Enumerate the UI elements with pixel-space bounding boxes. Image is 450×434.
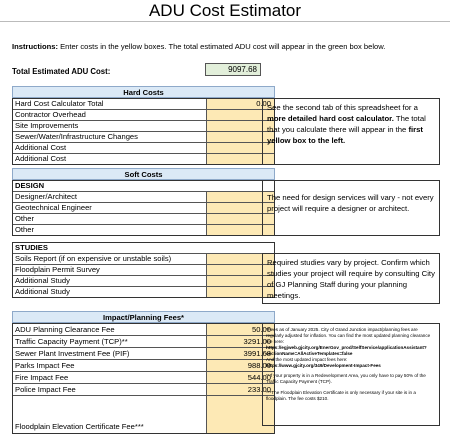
total-cost-value: 9097.68: [205, 63, 261, 76]
row-label: Additional Study: [13, 276, 207, 286]
table-row: [13, 324, 274, 336]
row-label: Floodplain Permit Survey: [13, 265, 207, 275]
table-row: [13, 396, 274, 433]
studies-note: Required studies vary by project. Confirm which studies your project will require by consulting City of GJ Planning Staff during your planning meetings.: [262, 253, 440, 304]
footnote-floodplain: ***The Floodplain Elevation Certificate is only necessary if your site is in a floodplain. The fee costs $210.: [266, 390, 416, 401]
footnote-fees-date: *Fees as of January 2025. City of Grand Junction impact/planning fees are regularly adjusted for inflation. You can find the most updated planning clearance fee here:: [266, 327, 431, 344]
planning-fee-link[interactable]: https://egjweb.gjcity.org/EnerGov_prod/SelfService/applicationAssistant?sectionName=AllActiveTemplates=false: [266, 345, 427, 356]
table-row: [13, 348, 274, 360]
studies-table: [12, 242, 275, 298]
instructions-label: Instructions:: [12, 42, 58, 51]
row-label: Contractor Overhead: [13, 110, 207, 120]
row-label: Soils Report (if on expensive or unstable soils): [13, 254, 207, 264]
table-row: [13, 265, 274, 276]
table-row: [13, 276, 274, 287]
row-label: Police Impact Fee: [13, 384, 207, 395]
cost-input[interactable]: 0.00: [207, 99, 274, 109]
studies-subheader: STUDIES: [13, 243, 274, 254]
table-row: [13, 99, 274, 110]
instructions: [12, 42, 385, 51]
table-row: [13, 254, 274, 265]
cost-input[interactable]: 50.00: [207, 324, 274, 335]
page-title: ADU Cost Estimator: [0, 0, 450, 22]
table-row: [13, 214, 274, 225]
impact-fees-link[interactable]: https://www.gjcity.org/349/Development-Impact-Fees: [266, 363, 381, 368]
table-row: [13, 121, 274, 132]
cost-input[interactable]: 3291.00: [207, 336, 274, 347]
row-label: ADU Planning Clearance Fee: [13, 324, 207, 335]
table-row: [13, 360, 274, 372]
row-label: Sewer Plant Investment Fee (PIF): [13, 348, 207, 359]
table-row: [13, 287, 274, 297]
fees-header: Impact/Planning Fees*: [12, 311, 275, 323]
table-row: [13, 203, 274, 214]
row-label: Designer/Architect: [13, 192, 207, 202]
hard-costs-header: Hard Costs: [12, 86, 275, 98]
cost-input[interactable]: 3991.68: [207, 348, 274, 359]
table-row: [13, 225, 274, 235]
cost-input[interactable]: 544.00: [207, 372, 274, 383]
hard-costs-note: See the second tab of this spreadsheet for a more detailed hard cost calculator. The total that you calculate there will appear in the first yellow box to the left.: [262, 98, 440, 165]
row-label: Floodplain Elevation Certificate Fee***: [13, 396, 207, 433]
design-note: The need for design services will vary - not every project will require a designer or architect.: [262, 180, 440, 236]
fees-footnotes: [262, 323, 440, 426]
row-label: Parks Impact Fee: [13, 360, 207, 371]
cost-input[interactable]: 988.00: [207, 360, 274, 371]
table-row: [13, 154, 274, 164]
footnote-impact-fees: And the most updated impact fees here:: [266, 357, 348, 362]
row-label: Hard Cost Calculator Total: [13, 99, 207, 109]
row-label: Other: [13, 225, 207, 235]
hard-costs-table: [12, 98, 275, 165]
cost-input[interactable]: 233.00: [207, 384, 274, 395]
table-row: [13, 372, 274, 384]
design-table: [12, 180, 275, 236]
row-label: Site Improvements: [13, 121, 207, 131]
row-label: Fire Impact Fee: [13, 372, 207, 383]
total-cost-label: Total Estimated ADU Cost:: [12, 67, 111, 76]
row-label: Sewer/Water/Infrastructure Changes: [13, 132, 207, 142]
design-subheader: DESIGN: [13, 181, 274, 192]
fees-table: [12, 323, 275, 434]
row-label: Geotechnical Engineer: [13, 203, 207, 213]
instructions-text: Enter costs in the yellow boxes. The total estimated ADU cost will appear in the green box below.: [58, 42, 386, 51]
table-row: [13, 143, 274, 154]
table-row: [13, 336, 274, 348]
row-label: Additional Cost: [13, 143, 207, 153]
table-row: [13, 110, 274, 121]
row-label: Additional Cost: [13, 154, 207, 164]
table-row: [13, 192, 274, 203]
table-row: [13, 384, 274, 396]
soft-costs-header: Soft Costs: [12, 168, 275, 180]
table-row: [13, 132, 274, 143]
footnote-tcp: **If your property is in a Redevelopment Area, you only have to pay 50% of the Traffic Capacity Payment (TCP).: [266, 373, 426, 384]
row-label: Other: [13, 214, 207, 224]
row-label: Additional Study: [13, 287, 207, 297]
row-label: Traffic Capacity Payment (TCP)**: [13, 336, 207, 347]
